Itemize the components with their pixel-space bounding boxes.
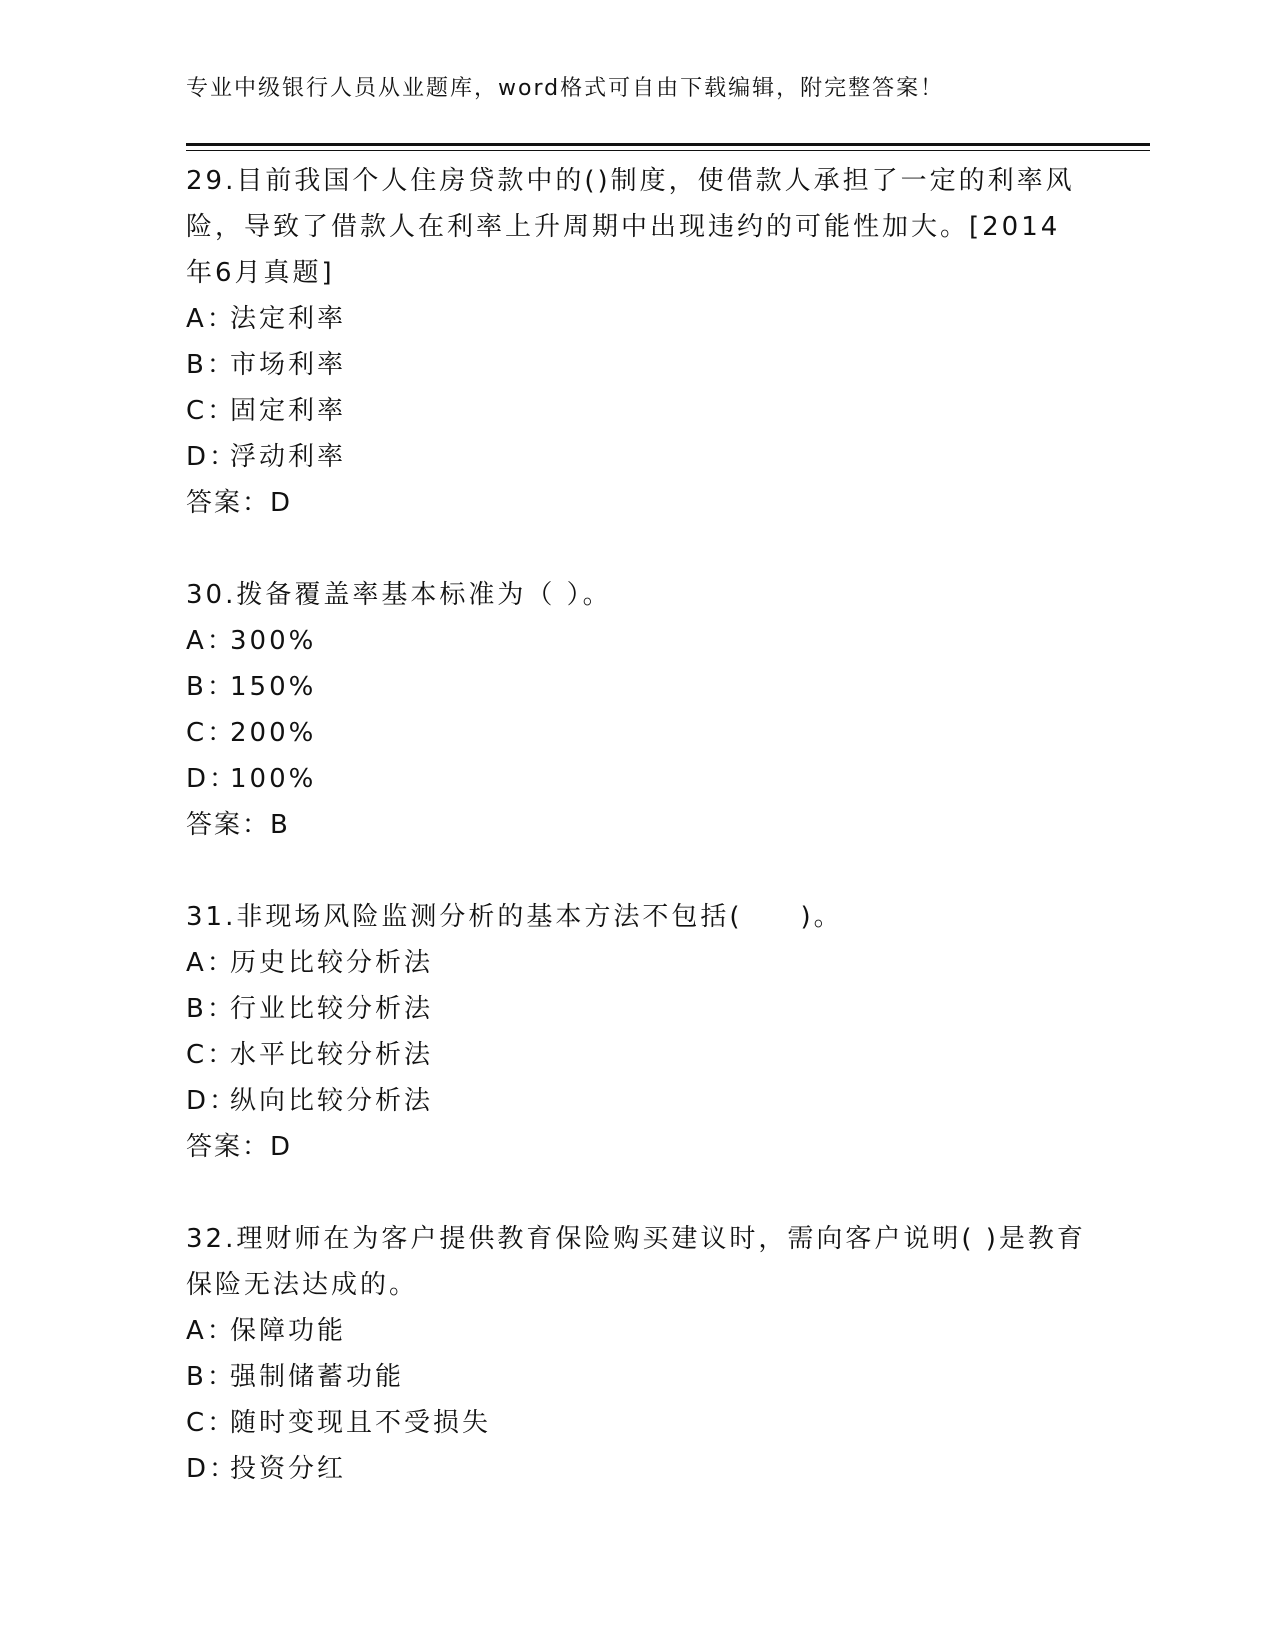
option-text: 法定利率 xyxy=(230,304,347,334)
question-32 xyxy=(186,1216,1086,1492)
option-text: 历史比较分析法 xyxy=(230,948,434,978)
answer-line: 答案：B xyxy=(186,810,290,840)
option-letter: D： xyxy=(186,442,239,472)
option-text: 水平比较分析法 xyxy=(230,1040,434,1070)
option-letter: D： xyxy=(186,1454,239,1484)
header-rule-thick xyxy=(186,143,1150,146)
option-letter: C： xyxy=(186,1040,237,1070)
option-b xyxy=(186,664,1086,710)
option-letter: A： xyxy=(186,626,236,656)
option-text: 100% xyxy=(230,764,317,794)
option-text: 浮动利率 xyxy=(230,442,347,472)
page-header: 专业中级银行人员从业题库，word格式可自由下载编辑，附完整答案！ xyxy=(186,76,945,101)
option-text: 纵向比较分析法 xyxy=(230,1086,434,1116)
question-stem: 29.目前我国个人住房贷款中的()制度，使借款人承担了一定的利率风险，导致了借款人在利率上升周期中出现违约的可能性加大。[2014年6月真题] xyxy=(186,166,1075,288)
option-letter: C： xyxy=(186,1408,237,1438)
option-letter: D： xyxy=(186,1086,239,1116)
option-letter: A： xyxy=(186,304,236,334)
option-a xyxy=(186,940,1086,986)
option-a xyxy=(186,296,1086,342)
option-letter: B： xyxy=(186,994,236,1024)
option-text: 固定利率 xyxy=(230,396,347,426)
question-stem: 31.非现场风险监测分析的基本方法不包括( )。 xyxy=(186,902,843,932)
option-letter: C： xyxy=(186,718,237,748)
option-text: 200% xyxy=(230,718,317,748)
option-text: 强制储蓄功能 xyxy=(230,1362,405,1392)
option-b xyxy=(186,986,1086,1032)
option-a xyxy=(186,618,1086,664)
option-a xyxy=(186,1308,1086,1354)
option-d xyxy=(186,756,1086,802)
option-d xyxy=(186,434,1086,480)
answer-line: 答案：D xyxy=(186,488,293,518)
option-letter: A： xyxy=(186,1316,236,1346)
option-c xyxy=(186,388,1086,434)
question-list xyxy=(186,158,1086,1538)
option-letter: D： xyxy=(186,764,239,794)
header-rule-thin xyxy=(186,150,1150,151)
option-text: 300% xyxy=(230,626,317,656)
question-stem: 32.理财师在为客户提供教育保险购买建议时，需向客户说明( )是教育保险无法达成的。 xyxy=(186,1224,1086,1300)
option-text: 市场利率 xyxy=(230,350,347,380)
question-stem: 30.拨备覆盖率基本标准为（ ）。 xyxy=(186,580,612,610)
option-d xyxy=(186,1446,1086,1492)
option-text: 150% xyxy=(230,672,317,702)
option-c xyxy=(186,1032,1086,1078)
option-d xyxy=(186,1078,1086,1124)
option-letter: B： xyxy=(186,672,236,702)
question-30 xyxy=(186,572,1086,848)
option-c xyxy=(186,1400,1086,1446)
option-letter: A： xyxy=(186,948,236,978)
option-text: 随时变现且不受损失 xyxy=(230,1408,492,1438)
option-letter: C： xyxy=(186,396,237,426)
option-letter: B： xyxy=(186,1362,236,1392)
option-letter: B： xyxy=(186,350,236,380)
option-b xyxy=(186,342,1086,388)
option-text: 保障功能 xyxy=(230,1316,347,1346)
question-31 xyxy=(186,894,1086,1170)
question-29 xyxy=(186,158,1086,526)
option-c xyxy=(186,710,1086,756)
answer-line: 答案：D xyxy=(186,1132,293,1162)
option-text: 投资分红 xyxy=(230,1454,347,1484)
option-text: 行业比较分析法 xyxy=(230,994,434,1024)
option-b xyxy=(186,1354,1086,1400)
